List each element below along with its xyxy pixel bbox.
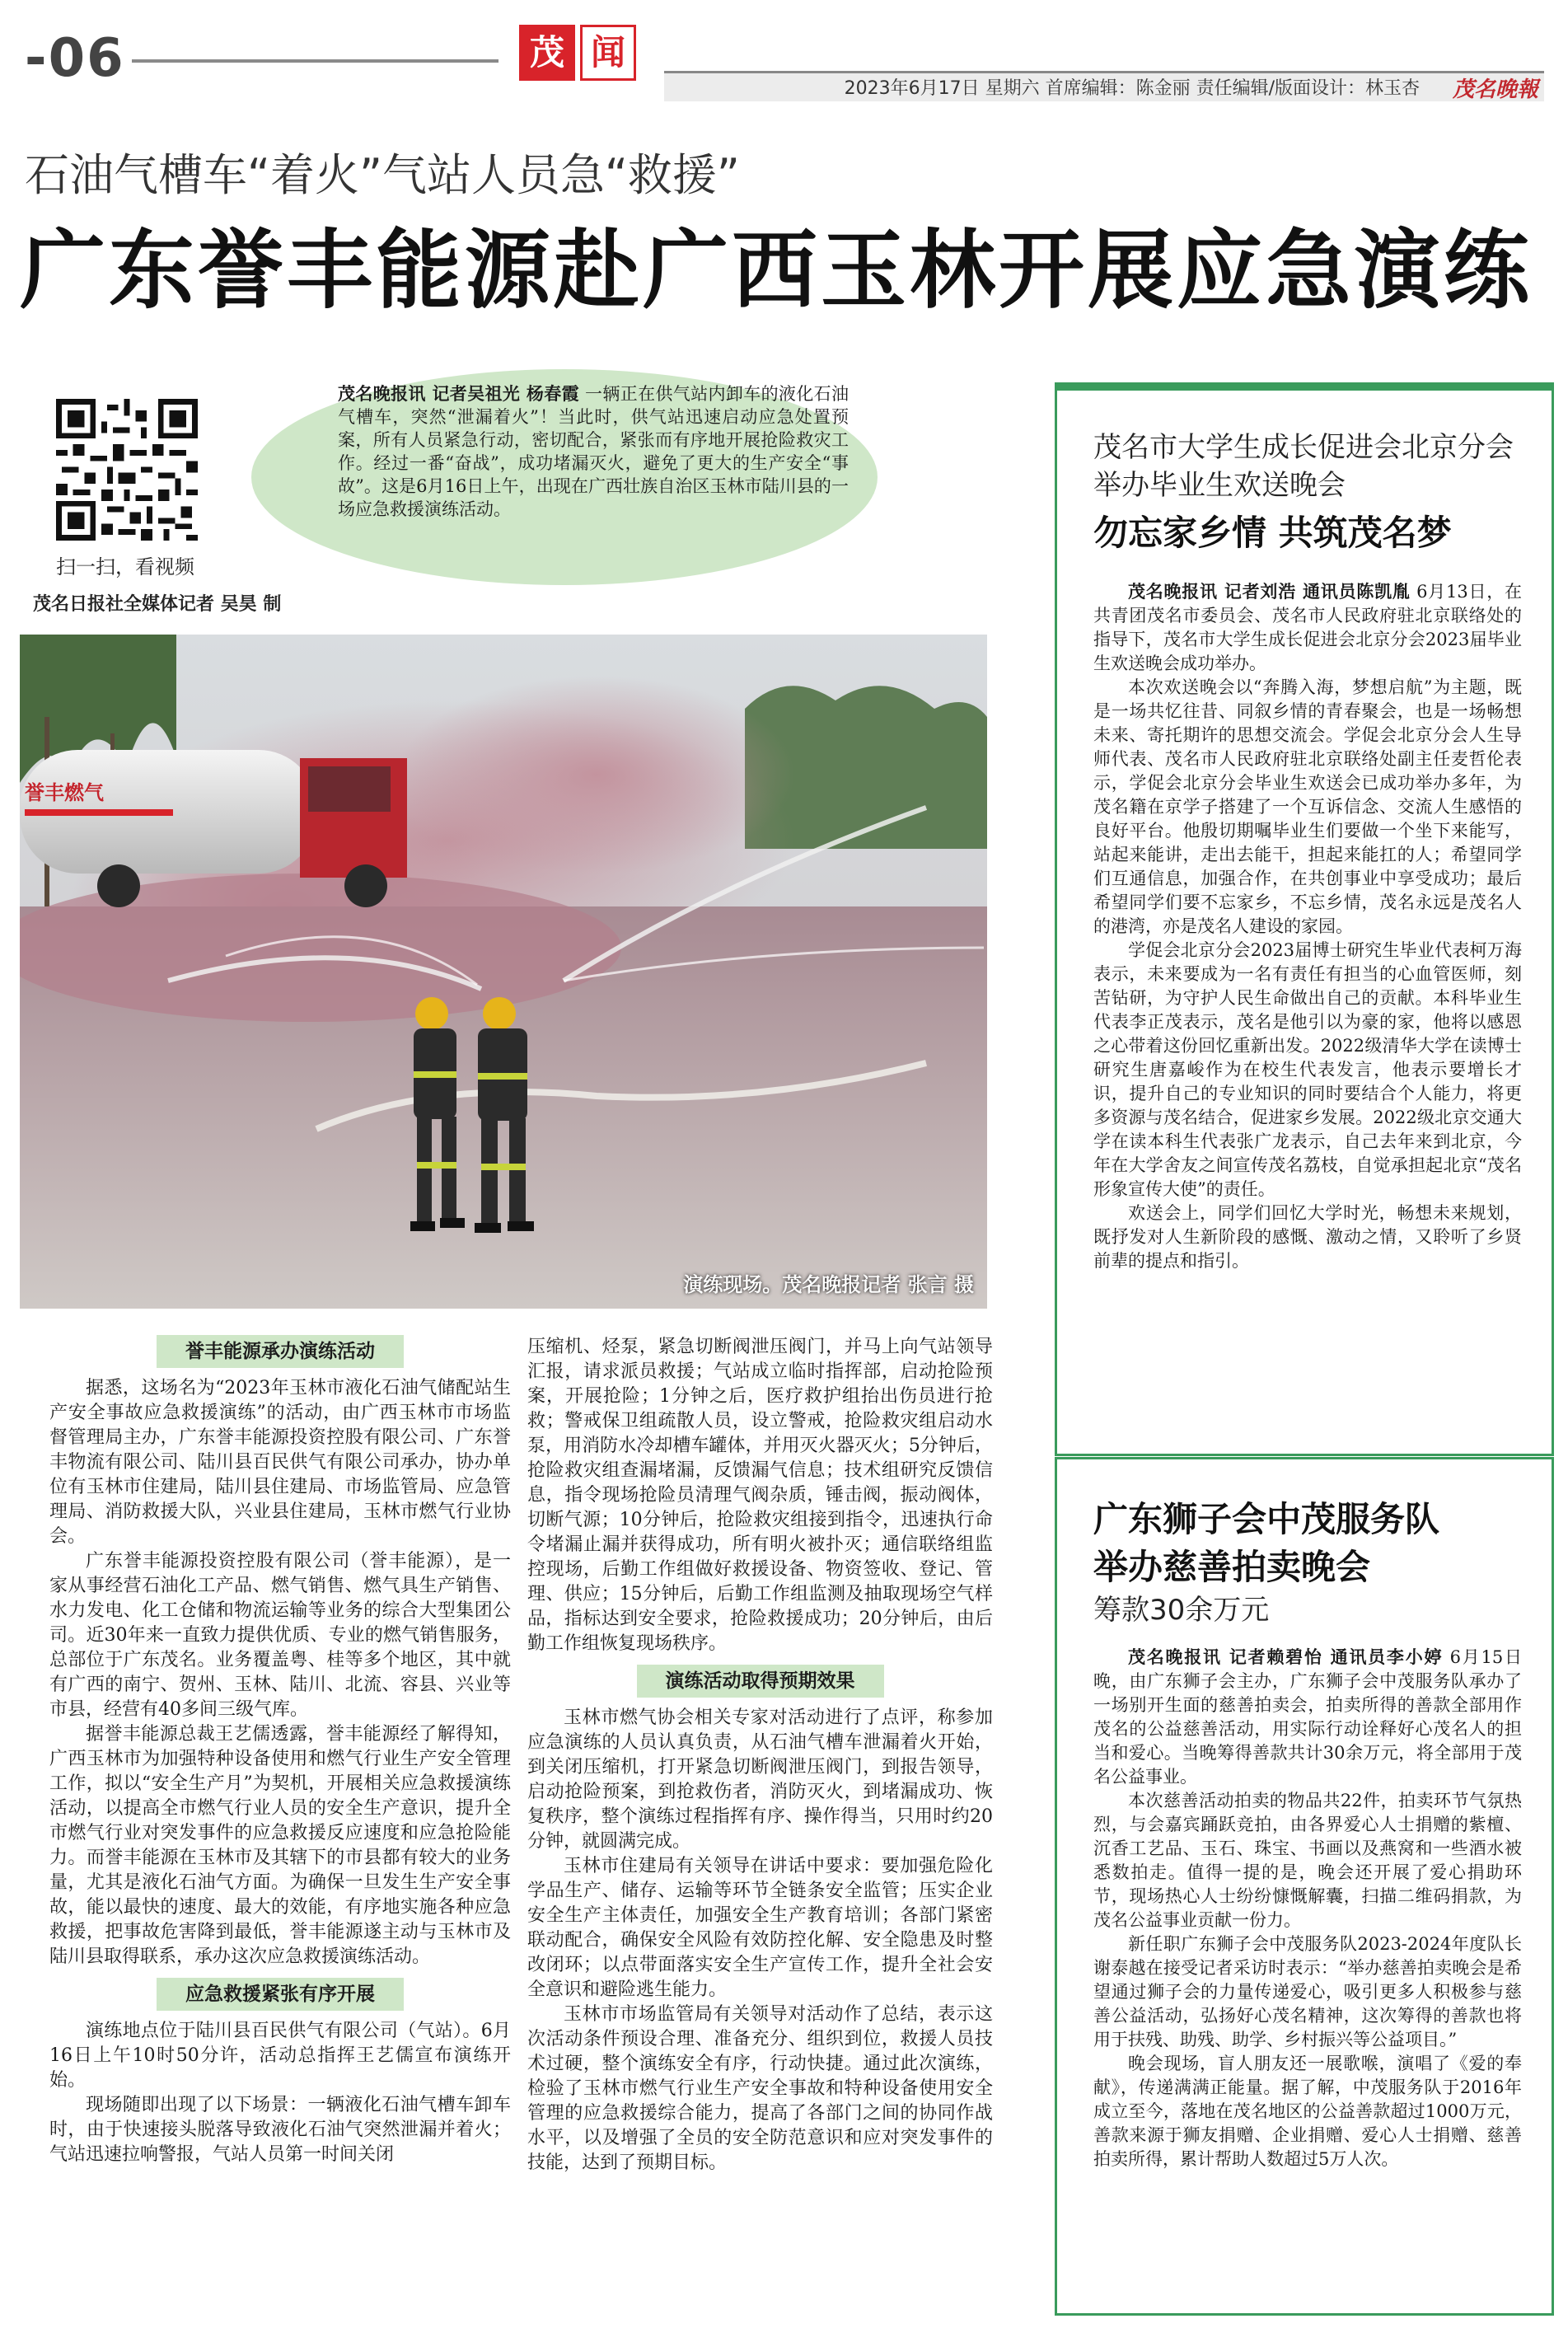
main-kicker: 石油气槽车“着火”气站人员急“救援” bbox=[25, 149, 740, 201]
masthead-rule bbox=[132, 59, 498, 63]
side-2-subtitle: 筹款30余万元 bbox=[1093, 1594, 1270, 1627]
lead-body: 一辆正在供气站内卸车的液化石油气槽车，突然“泄漏着火”！当此时，供气站迅速启动应急处置预案，所有人员紧急行动，密切配合，紧张而有序地开展抢险救灾工作。经过一番“奋战”，成功堵漏灭火，避免了更大的生产安全“事故”。这是6月16日上午，出现在广西壮族自治区玉林市陆川县的一场应急救援演练活动。 bbox=[338, 384, 850, 519]
qr-caption: 扫一扫，看视频 bbox=[56, 555, 194, 578]
article-column-1 bbox=[49, 1327, 511, 2167]
truck-label: 誉丰燃气 bbox=[25, 781, 104, 804]
subhead-3: 演练活动取得预期效果 bbox=[637, 1665, 884, 1698]
article-column-2 bbox=[527, 1335, 993, 2176]
paragraph: 广东誉丰能源投资控股有限公司（誉丰能源），是一家从事经营石油化工产品、燃气销售、燃气具生产销售、水力发电、化工仓储和物流运输等业务的综合大型集团公司。近30年来一直致力提供优质、专业的燃气销售服务，总部位于广东茂名。业务覆盖粤、桂等多个地区，其中就有广西的南宁、贺州、玉林、陆川、北流、容县、兴业等市县，经营有40多间三级气库。 bbox=[49, 1551, 511, 1720]
paragraph: 压缩机、烃泵，紧急切断阀泄压阀门，并马上向气站领导汇报，请求派员救援；气站成立临时指挥部，启动抢险预案，开展抢险；1分钟之后，医疗救护组抬出伤员进行抢救；警戒保卫组疏散人员，设立警戒，抢险救灾组启动水泵，用消防水冷却槽车罐体，并用灭火器灭火；5分钟后，抢险救灾组查漏堵漏，反馈漏气信息；技术组研究反馈信息，指令现场抢险员清理气阀杂质，锤击阀，振动阀体，切断气源；10分钟后，抢险救灾组接到指令，迅速执行命令堵漏止漏并获得成功，所有明火被扑灭；通信联络组监控现场，后勤工作组做好救援设备、物资签收、登记、管理、供应；15分钟后，后勤工作组监测及抽取现场空气样品，指标达到安全要求，抢险救援成功；20分钟后，由后勤工作组恢复现场秩序。 bbox=[527, 1337, 993, 1654]
paragraph: 演练地点位于陆川县百民供气有限公司（气站）。6月16日上午10时50分许，活动总指挥王艺儒宣布演练开始。 bbox=[49, 2021, 511, 2091]
paragraph: 本次慈善活动拍卖的物品共22件，拍卖环节气氛热烈，与会嘉宾踊跃竞拍，由各界爱心人士捐赠的紫檀、沉香工艺品、玉石、珠宝、书画以及燕窝和一些酒水被悉数拍走。值得一提的是，晚会还开展了爱心捐助环节，现场热心人士纷纷慷慨解囊，扫描二维码捐款，为茂名公益事业贡献一份力。 bbox=[1093, 1791, 1522, 1930]
side-2-byline: 茂名晚报讯 记者赖碧怡 通讯员李小婷 bbox=[1128, 1647, 1444, 1667]
paragraph: 晚会现场，盲人朋友还一展歌喉，演唱了《爱的奉献》，传递满满正能量。据了解，中茂服务队于2016年成立至今，落地在茂名地区的公益善款超过1000万元，善款来源于狮友捐赠、企业捐赠、爱心人士捐赠、慈善拍卖所得，累计帮助人数超过5万人次。 bbox=[1093, 2054, 1522, 2169]
main-photo bbox=[20, 635, 987, 1309]
section-char-2: 闻 bbox=[580, 25, 636, 81]
paragraph: 现场随即出现了以下场景：一辆液化石油气槽车卸车时，由于快速接头脱落导致液化石油气突然泄漏并着火；气站迅速拉响警报，气站人员第一时间关闭 bbox=[49, 2095, 511, 2165]
paragraph: 玉林市市场监管局有关领导对活动作了总结，表示这次活动条件预设合理、准备充分、组织到位，救援人员技术过硬，整个演练安全有序，行动快捷。通过此次演练，检验了玉林市燃气行业生产安全事故和特种设备使用安全管理的应急救援综合能力，提高了各部门之间的协同作战水平，以及增强了全员的安全防范意识和应对突发事件的技能，达到了预期目标。 bbox=[527, 2004, 993, 2173]
side-2-title-line-1: 广东狮子会中茂服务队 bbox=[1093, 1499, 1440, 1539]
photo-caption: 演练现场。茂名晚报记者 张言 摄 bbox=[683, 1273, 974, 1296]
paragraph: 据悉，这场名为“2023年玉林市液化石油气储配站生产安全事故应急救援演练”的活动，由广西玉林市市场监督管理局主办，广东誉丰能源投资控股有限公司、广东誉丰物流有限公司、陆川县百民供气有限公司承办，协办单位有玉林市住建局，陆川县住建局、市场监管局、应急管理局、消防救援大队，兴业县住建局，玉林市燃气行业协会。 bbox=[49, 1378, 511, 1547]
side-1-p1: 6月13日，在共青团茂名市委员会、茂名市人民政府驻北京联络处的指导下，茂名市大学生成长促进会北京分会2023届毕业生欢送晚会成功举办。 bbox=[1093, 582, 1522, 673]
side-1-byline: 茂名晚报讯 记者刘浩 通讯员陈凯胤 bbox=[1128, 582, 1411, 602]
side-1-body bbox=[1093, 580, 1522, 1273]
side-article-2 bbox=[1055, 1457, 1554, 2316]
section-logo bbox=[519, 18, 659, 87]
lead-byline: 茂名晚报讯 记者吴祖光 杨春霞 bbox=[338, 384, 579, 404]
side-2-body bbox=[1093, 1646, 1522, 2171]
video-credit: 茂名日报社全媒体记者 吴昊 制 bbox=[33, 594, 282, 615]
side-article-1 bbox=[1055, 382, 1554, 1456]
paper-logo: 茂名晚報 bbox=[1452, 77, 1538, 102]
paragraph: 欢送会上，同学们回忆大学时光，畅想未来规划，既抒发对人生新阶段的感慨、激动之情，又聆听了乡贤前辈的提点和指引。 bbox=[1093, 1203, 1522, 1271]
masthead-info: 2023年6月17日 星期六 首席编辑：陈金丽 责任编辑/版面设计：林玉杏 bbox=[844, 78, 1420, 99]
side-2-title-line-2: 举办慈善拍卖晚会 bbox=[1093, 1547, 1371, 1587]
main-headline: 广东誉丰能源赴广西玉林开展应急演练 bbox=[20, 220, 1533, 321]
side-1-title: 勿忘家乡情 共筑茂名梦 bbox=[1093, 513, 1452, 553]
paragraph: 本次欢送晚会以“奔腾入海，梦想启航”为主题，既是一场共忆往昔、同叙乡情的青春聚会，也是一场畅想未来、寄托期许的思想交流会。学促会北京分会人生导师代表、茂名市人民政府驻北京联络处副主任麦哲伦表示，学促会北京分会毕业生欢送会已成功举办多年，为茂名籍在京学子搭建了一个互诉信念、交流人生感悟的良好平台。他殷切期嘱毕业生们要做一个坐下来能写，站起来能讲，走出去能干，担起来能扛的人；希望同学们互通信息，加强合作，在共创事业中享受成功；最后希望同学们要不忘家乡，不忘乡情，茂名永远是茂名人的港湾，亦是茂名人建设的家园。 bbox=[1093, 677, 1522, 936]
fire-drill-photo bbox=[20, 635, 987, 1309]
paragraph: 学促会北京分会2023届博士研究生毕业代表柯万海表示，未来要成为一名有责任有担当的心血管医师，刻苦钻研，为守护人民生命做出自己的贡献。本科毕业生代表李正茂表示，茂名是他引以为豪的家，他将以感恩之心带着这份回忆重新出发。2022级清华大学在读博士研究生唐嘉峻作为在校生代表发言，他表示要增长才识，提升自己的专业知识的同时要结合个人能力，将更多资源与茂名结合，促进家乡发展。2022级北京交通大学在读本科生代表张广龙表示，自己去年来到北京，今年在大学舍友之间宣传茂名荔枝，自觉承担起北京“茂名形象宣传大使”的责任。 bbox=[1093, 940, 1522, 1199]
page-number: -06 bbox=[25, 28, 125, 89]
subhead-2: 应急救援紧张有序开展 bbox=[157, 1978, 404, 2011]
paragraph: 玉林市燃气协会相关专家对活动进行了点评，称参加应急演练的人员认真负责，从石油气槽车泄漏着火开始，到关闭压缩机，打开紧急切断阀泄压阀门，到报告领导，启动抢险预案，到抢救伤者，消防灭火，到堵漏成功、恢复秩序，整个演练过程指挥有序、操作得当，只用时约20分钟，就圆满完成。 bbox=[527, 1707, 993, 1852]
subhead-1: 誉丰能源承办演练活动 bbox=[157, 1335, 404, 1368]
lead-paragraph bbox=[338, 382, 849, 521]
paragraph: 玉林市住建局有关领导在讲话中要求：要加强危险化学品生产、储存、运输等环节全链条安全监管；压实企业安全生产主体责任，加强安全生产教育培训；各部门紧密联动配合，确保安全风险有效防控化解、安全隐患及时整改闭环；以点带面落实安全生产宣传工作，提升全社会安全意识和避险逃生能力。 bbox=[527, 1856, 993, 2000]
paragraph: 据誉丰能源总裁王艺儒透露，誉丰能源经了解得知，广西玉林市为加强特种设备使用和燃气行业生产安全管理工作，拟以“安全生产月”为契机，开展相关应急救援演练活动，以提高全市燃气行业人员的安全生产意识，提升全市燃气行业对突发事件的应急救援反应速度和应急抢险能力。而誉丰能源在玉林市及其辖下的市县都有较大的业务量，尤其是液化石油气方面。为确保一旦发生生产安全事故，能以最快的速度、最大的效能，有序地实施各种应急救援，把事故危害降到最低，誉丰能源遂主动与玉林市及陆川县取得联系，承办这次应急救援演练活动。 bbox=[49, 1724, 511, 1967]
section-char-1: 茂 bbox=[519, 25, 575, 81]
side-1-kicker: 茂名市大学生成长促进会北京分会举办毕业生欢送晚会 bbox=[1093, 431, 1514, 502]
paragraph: 新任职广东狮子会中茂服务队2023-2024年度队长谢泰越在接受记者采访时表示：“举办慈善拍卖晚会是希望通过狮子会的力量传递爱心，吸引更多人积极参与慈善公益活动，弘扬好心茂名精神，这次筹得的善款也将用于扶残、助残、助学、乡村振兴等公益项目。” bbox=[1093, 1934, 1522, 2049]
qr-code-icon[interactable] bbox=[56, 399, 198, 541]
side-2-p1: 6月15日晚，由广东狮子会主办，广东狮子会中茂服务队承办了一场别开生面的慈善拍卖会，拍卖所得的善款全部用作茂名的公益慈善活动，用实际行动诠释好心茂名人的担当和爱心。当晚筹得善款共计30余万元，将全部用于茂名公益事业。 bbox=[1093, 1647, 1522, 1787]
